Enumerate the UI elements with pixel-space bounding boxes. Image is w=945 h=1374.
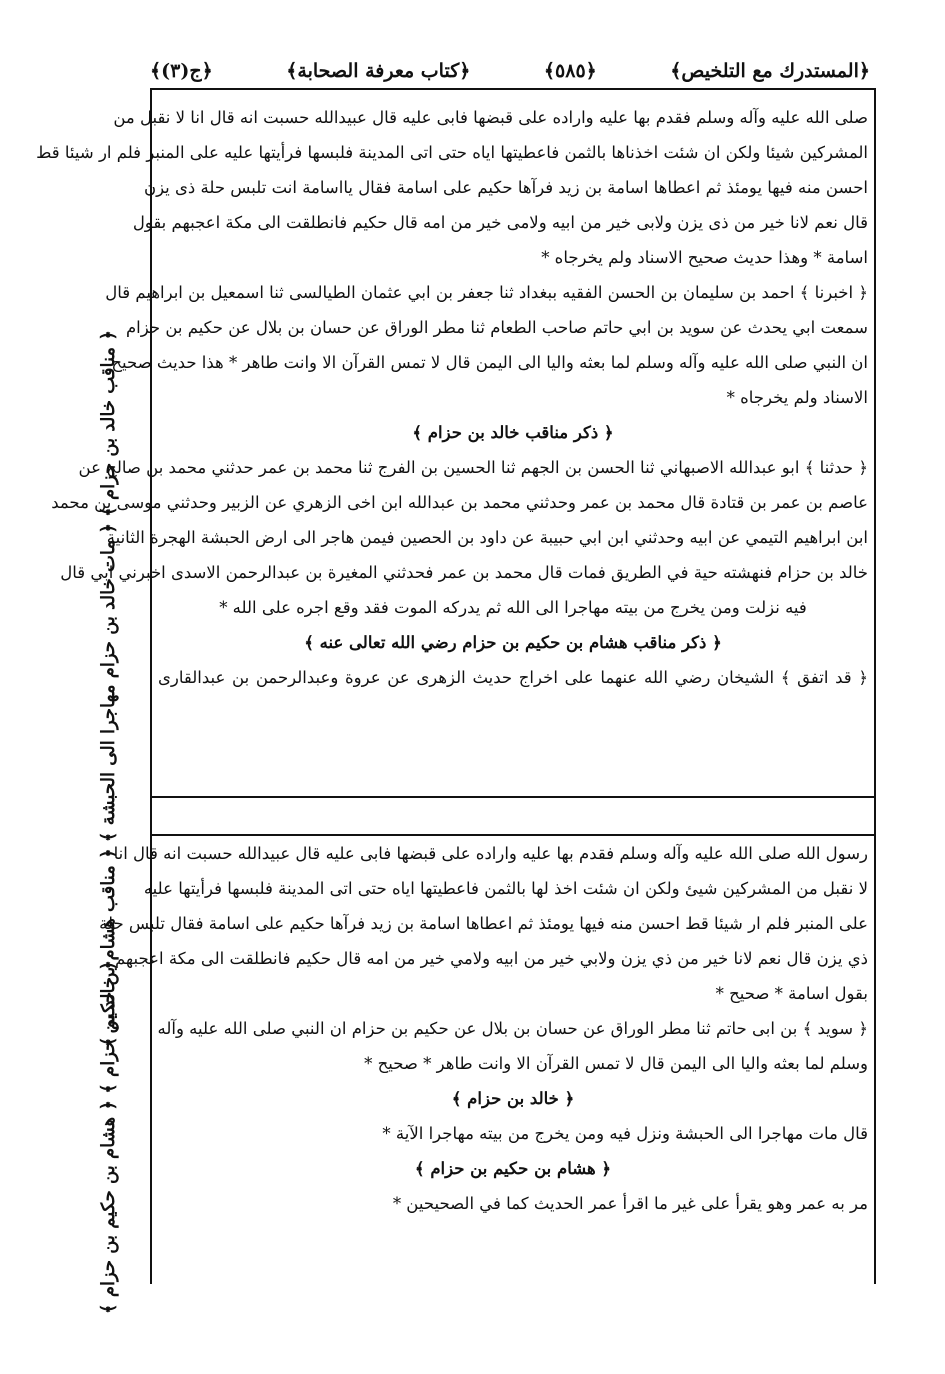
text-line: صلى الله عليه وآله وسلم فقدم بها عليه واراده على قبضها فابى عليه قال عبيدالله حسبت انه قال انا لا نقبل من <box>113 108 868 127</box>
section-heading: ﴿ خالد بن حزام ﴾ <box>451 1089 575 1108</box>
running-title: ﴿المستدرك مع التلخيص﴾ <box>670 60 870 82</box>
text-line: لا نقبل من المشركين شيئ ولكن ان شئت اخذ لها بالثمن فاعطيتها اياه حتى اتى المدينة فلبسها فرأيتها عليه <box>143 879 868 898</box>
text-line: قال مات مهاجرا الى الحبشة ونزل فيه ومن يخرج من بيته مهاجرا الآية * <box>382 1124 868 1143</box>
text-line: ﴿ اخبرنا ﴾ احمد بن سليمان بن الحسن الفقيه ببغداد ثنا جعفر بن ابي عثمان الطيالسى ثنا اسمعيل بن ابراهيم قال <box>105 283 868 302</box>
text-line: ﴿ حدثنا ﴾ ابو عبدالله الاصبهاني ثنا الحسن بن الجهم ثنا الحسين بن الفرج ثنا محمد بن عمر حدثني محمد بن صالح عن <box>78 458 868 477</box>
text-line: خالد بن حزام فنهشته حية في الطريق فمات قال محمد بن عمر فحدثني المغيرة بن عبدالرحمن الاسدى اخبرني ابي قال <box>60 563 868 582</box>
text-line: فيه نزلت ومن يخرج من بيته مهاجرا الى الله ثم يدركه الموت فقد وقع اجره على الله * <box>219 598 807 617</box>
text-line: وسلم لما بعثه واليا الى اليمن قال لا تمس القرآن الا وانت طاهر * صحيح * <box>364 1054 868 1073</box>
section-divider <box>152 796 874 798</box>
text-line: المشركين شيئا ولكن ان شئت اخذناها بالثمن فاعطيتها اياه حتى اتى المدينة فلبسها فرأيتها عليه على المنبر فلم ار شيئا قط <box>36 143 868 162</box>
text-line: ابن ابراهيم التيمي عن ابيه وحدثني ابن ابي حبيبة عن داود بن الحصين فيمن هاجر الى ارض الحبشة الهجرة الثانية <box>106 528 868 547</box>
margin-note-lower: ﴿ خالد بن حزام ﴾ ﴿ هشام بن حكيم بن حزام ﴾ <box>98 960 119 1314</box>
page-header <box>150 54 870 88</box>
volume-label: ﴿ج(٣)﴾ <box>150 60 213 82</box>
text-line: اسامة * وهذا حديث صحيح الاسناد ولم يخرجاه * <box>541 248 868 267</box>
text-line: ﴿ قد اتفق ﴾ الشيخان رضي الله عنهما على اخراج حديث الزهرى عن عروة وعبدالرحمن بن عبدالقارى <box>158 668 868 687</box>
book-title: ﴿كتاب معرفة الصحابة﴾ <box>286 60 471 82</box>
section-heading: ﴿ هشام بن حكيم بن حزام ﴾ <box>414 1159 612 1178</box>
section-heading: ﴿ ذكر مناقب هشام بن حكيم بن حزام رضي الله تعالى عنه ﴾ <box>304 633 722 652</box>
text-line: ان النبي صلى الله عليه وآله وسلم لما بعثه واليا الى اليمن قال لا تمس القرآن الا وانت طاهر * هذا حديث صحيح <box>111 353 868 372</box>
section-heading: ﴿ ذكر مناقب خالد بن حزام ﴾ <box>412 423 614 442</box>
text-line: على المنبر فلم ار شيئا قط احسن منه فيها يومئذ ثم اعطاها اسامة بن زيد فرآها حكيم على اسامة فقال تلبس حلة <box>99 914 868 933</box>
text-line: الاسناد ولم يخرجاه * <box>726 388 868 407</box>
page-number: ﴿٥٨٥﴾ <box>543 60 597 82</box>
text-line: بقول اسامة * صحيح * <box>715 984 868 1003</box>
text-line: ﴿ سويد ﴾ بن ابى حاتم ثنا مطر الوراق عن حسان بن بلال عن حكيم بن حزام ان النبي صلى الله عليه وآله <box>157 1019 868 1038</box>
text-line: مر به عمر وهو يقرأ على غير ما اقرأ عمر الحديث كما في الصحيحين * <box>392 1194 868 1213</box>
text-line: قال نعم لانا خير من ذى يزن ولابى خير من ابيه ولامى خير من امه قال حكيم فانطلقت الى مكة اعجبهم بقول <box>132 213 868 232</box>
text-line: عاصم بن عمر بن قتادة قال محمد بن عمر وحدثني محمد بن عبدالله ابن اخى الزهري عن الزبير وحدثني موسى بن محمد <box>51 493 868 512</box>
text-line: سمعت ابي يحدث عن سويد بن ابي حاتم صاحب الطعام ثنا مطر الوراق عن حسان بن بلال عن حكيم بن حزام <box>125 318 868 337</box>
text-line: ذي يزن قال نعم لانا خير من ذي يزن ولابي خير من ابيه ولامي خير من امه قال حكيم فانطلقت الى مكة اعجبهم <box>114 949 868 968</box>
text-line: احسن منه فيها يومئذ ثم اعطاها اسامة بن زيد فرآها حكيم على اسامة فقال يااسامة انت تلبس حلة ذى يزن <box>143 178 868 197</box>
margin-note-upper: ﴿ مناقب خالد بن حزام ﴾ ﴿ مات خالد بن حزام مهاجرا الى الحبشة ﴾ ﴿ مناقب هشام بن حكيم ﴾ <box>98 330 119 1047</box>
text-line: رسول الله صلى الله عليه وآله وسلم فقدم بها عليه واراده على قبضها فابى عليه قال عبيدالله حسبت انه قال انا <box>113 844 868 863</box>
